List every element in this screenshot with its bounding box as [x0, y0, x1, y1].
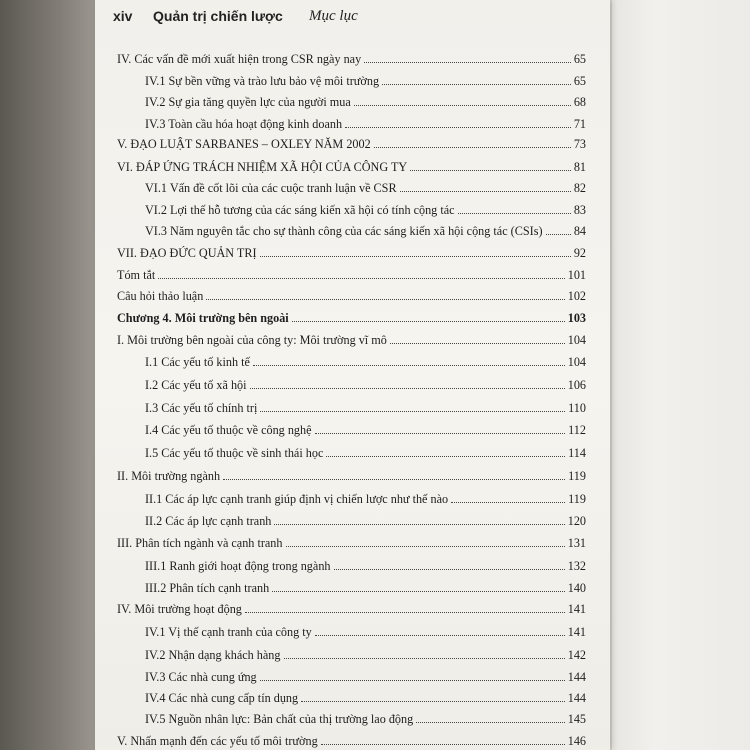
- toc-entry: [95, 309, 610, 327]
- toc-entry: [95, 50, 610, 68]
- toc-entry-page-number: 141: [567, 625, 586, 639]
- toc-entry: [95, 512, 610, 530]
- toc-leader-dots: [374, 147, 571, 148]
- toc-leader-dots: [245, 612, 565, 613]
- toc-leader-dots: [223, 479, 565, 480]
- toc-entry-label: II.1 Các áp lực cạnh tranh giúp định vị chiến lược như thế nào: [145, 492, 449, 506]
- toc-entry-label: IV.2 Nhận dạng khách hàng: [145, 648, 281, 662]
- toc-entry-label: IV.2 Sự gia tăng quyền lực của người mua: [145, 95, 351, 109]
- toc-entry-label: I.1 Các yếu tố kinh tế: [145, 355, 250, 369]
- toc-entry: [95, 179, 610, 197]
- toc-leader-dots: [390, 343, 565, 344]
- toc-entry: [95, 557, 610, 575]
- toc-entry-label: I.2 Các yếu tố xã hội: [145, 378, 247, 392]
- toc-entry-page-number: 146: [567, 734, 586, 748]
- toc-entry-page-number: 120: [567, 514, 586, 528]
- toc-entry-label: III. Phân tích ngành và cạnh tranh: [117, 536, 283, 550]
- toc-entry: [95, 244, 610, 262]
- toc-leader-dots: [292, 321, 565, 322]
- toc-leader-dots: [451, 502, 565, 503]
- header-page-number: xiv: [113, 8, 133, 24]
- document-page: [95, 0, 610, 750]
- toc-entry-label: VI.3 Năm nguyên tắc cho sự thành công của các sáng kiến xã hội cộng tác (CSIs): [145, 224, 543, 238]
- toc-entry: [95, 421, 610, 439]
- toc-entry-page-number: 119: [568, 492, 586, 506]
- toc-leader-dots: [546, 234, 571, 235]
- toc-entry: [95, 689, 610, 707]
- toc-leader-dots: [315, 433, 565, 434]
- toc-entry: [95, 266, 610, 284]
- toc-entry-page-number: 84: [573, 224, 586, 238]
- toc-entry-label: Câu hỏi thảo luận: [117, 289, 204, 303]
- toc-entry-page-number: 92: [573, 246, 586, 260]
- toc-entry-label: IV.1 Vị thế cạnh tranh của công ty: [145, 625, 312, 639]
- toc-leader-dots: [326, 456, 565, 457]
- toc-leader-dots: [321, 744, 565, 745]
- header-book-title: Quản trị chiến lược: [153, 8, 283, 24]
- toc-leader-dots: [286, 546, 565, 547]
- toc-leader-dots: [260, 411, 565, 412]
- toc-entry-label: VI.1 Vấn đề cốt lõi của các cuộc tranh luận về CSR: [145, 181, 397, 195]
- toc-entry-label: Tóm tắt: [117, 268, 156, 282]
- toc-leader-dots: [206, 299, 565, 300]
- toc-entry: [95, 287, 610, 305]
- toc-entry-page-number: 73: [573, 137, 586, 151]
- header-section-title: Mục lục: [309, 8, 358, 24]
- toc-entry-label: VII. ĐẠO ĐỨC QUẢN TRỊ: [117, 246, 257, 260]
- toc-leader-dots: [410, 170, 571, 171]
- toc-entry: [95, 72, 610, 90]
- toc-entry: [95, 201, 610, 219]
- toc-entry-label: III.1 Ranh giới hoạt động trong ngành: [145, 559, 331, 573]
- toc-leader-dots: [354, 105, 571, 106]
- toc-leader-dots: [458, 213, 571, 214]
- toc-entry-label: V. Nhấn mạnh đến các yếu tố môi trường: [117, 734, 318, 748]
- toc-entry-page-number: 65: [573, 74, 586, 88]
- toc-entry-label: I. Môi trường bên ngoài của công ty: Môi trường vĩ mô: [117, 333, 387, 347]
- toc-entry-page-number: 119: [568, 469, 586, 483]
- toc-leader-dots: [284, 658, 565, 659]
- toc-entry: [95, 534, 610, 552]
- toc-leader-dots: [253, 365, 565, 366]
- toc-entry-label: IV.3 Các nhà cung ứng: [145, 670, 257, 684]
- toc-entry-page-number: 102: [567, 289, 586, 303]
- toc-leader-dots: [301, 701, 565, 702]
- toc-entry-page-number: 104: [567, 355, 586, 369]
- toc-entry-page-number: 114: [568, 446, 586, 460]
- toc-entry-page-number: 103: [567, 311, 586, 325]
- toc-entry-page-number: 101: [567, 268, 586, 282]
- toc-entry-page-number: 68: [573, 95, 586, 109]
- toc-entry: [95, 623, 610, 641]
- toc-leader-dots: [260, 256, 571, 257]
- toc-entry: [95, 376, 610, 394]
- toc-entry: [95, 331, 610, 349]
- toc-entry-label: IV.1 Sự bền vững và trào lưu bảo vệ môi trường: [145, 74, 380, 88]
- toc-entry-page-number: 144: [567, 691, 586, 705]
- toc-leader-dots: [382, 84, 571, 85]
- toc-entry: [95, 135, 610, 153]
- toc-entry-page-number: 106: [567, 378, 586, 392]
- toc-entry: [95, 93, 610, 111]
- toc-entry-label: IV.5 Nguồn nhân lực: Bản chất của thị trường lao động: [145, 712, 414, 726]
- toc-entry-page-number: 112: [568, 423, 586, 437]
- toc-entry-page-number: 132: [567, 559, 586, 573]
- toc-entry-page-number: 104: [567, 333, 586, 347]
- toc-entry: [95, 115, 610, 133]
- toc-entry: [95, 668, 610, 686]
- toc-entry-label: VI. ĐÁP ỨNG TRÁCH NHIỆM XÃ HỘI CỦA CÔNG TY: [117, 160, 408, 174]
- toc-entry-page-number: 82: [573, 181, 586, 195]
- toc-entry-page-number: 145: [567, 712, 586, 726]
- toc-entry: [95, 646, 610, 664]
- toc-entry-label: II.2 Các áp lực cạnh tranh: [145, 514, 272, 528]
- toc-leader-dots: [260, 680, 565, 681]
- toc-entry-label: IV. Các vấn đề mới xuất hiện trong CSR ngày nay: [117, 52, 362, 66]
- toc-leader-dots: [272, 591, 565, 592]
- toc-entry-label: Chương 4. Môi trường bên ngoài: [117, 311, 289, 325]
- toc-entry-label: I.3 Các yếu tố chính trị: [145, 401, 258, 415]
- toc-entry-page-number: 131: [567, 536, 586, 550]
- toc-entry: [95, 222, 610, 240]
- toc-entry: [95, 732, 610, 750]
- toc-entry-label: VI.2 Lợi thế hỗ tương của các sáng kiến xã hội có tính cộng tác: [145, 203, 455, 217]
- toc-entry-label: IV.4 Các nhà cung cấp tín dụng: [145, 691, 299, 705]
- toc-entry-page-number: 141: [567, 602, 586, 616]
- toc-entry-page-number: 83: [573, 203, 586, 217]
- toc-leader-dots: [334, 569, 565, 570]
- toc-entry-page-number: 81: [573, 160, 586, 174]
- toc-entry-label: III.2 Phân tích cạnh tranh: [145, 581, 270, 595]
- toc-leader-dots: [364, 62, 571, 63]
- toc-entry: [95, 710, 610, 728]
- toc-entry-page-number: 65: [573, 52, 586, 66]
- toc-entry-label: I.4 Các yếu tố thuộc về công nghệ: [145, 423, 312, 437]
- toc-entry: [95, 490, 610, 508]
- toc-entry-page-number: 71: [573, 117, 586, 131]
- toc-entry-page-number: 140: [567, 581, 586, 595]
- toc-leader-dots: [315, 635, 565, 636]
- toc-entry: [95, 158, 610, 176]
- toc-entry-page-number: 144: [567, 670, 586, 684]
- running-header: [113, 6, 603, 28]
- toc-entry: [95, 600, 610, 618]
- toc-entry-label: I.5 Các yếu tố thuộc về sinh thái học: [145, 446, 324, 460]
- toc-entry: [95, 353, 610, 371]
- toc-leader-dots: [158, 278, 565, 279]
- toc-entry: [95, 444, 610, 462]
- toc-entry-page-number: 110: [568, 401, 586, 415]
- toc-leader-dots: [400, 191, 571, 192]
- toc-leader-dots: [274, 524, 565, 525]
- toc-entry-page-number: 142: [567, 648, 586, 662]
- toc-entry-label: II. Môi trường ngành: [117, 469, 221, 483]
- toc-entry-label: IV. Môi trường hoạt động: [117, 602, 242, 616]
- toc-entry-label: IV.3 Toàn cầu hóa hoạt động kinh doanh: [145, 117, 343, 131]
- toc-leader-dots: [250, 388, 565, 389]
- toc-entry-label: V. ĐẠO LUẬT SARBANES – OXLEY NĂM 2002: [117, 137, 371, 151]
- toc-leader-dots: [345, 127, 571, 128]
- toc-leader-dots: [416, 722, 565, 723]
- facing-page: [612, 0, 750, 750]
- toc-entry: [95, 467, 610, 485]
- toc-entry: [95, 399, 610, 417]
- toc-entry: [95, 579, 610, 597]
